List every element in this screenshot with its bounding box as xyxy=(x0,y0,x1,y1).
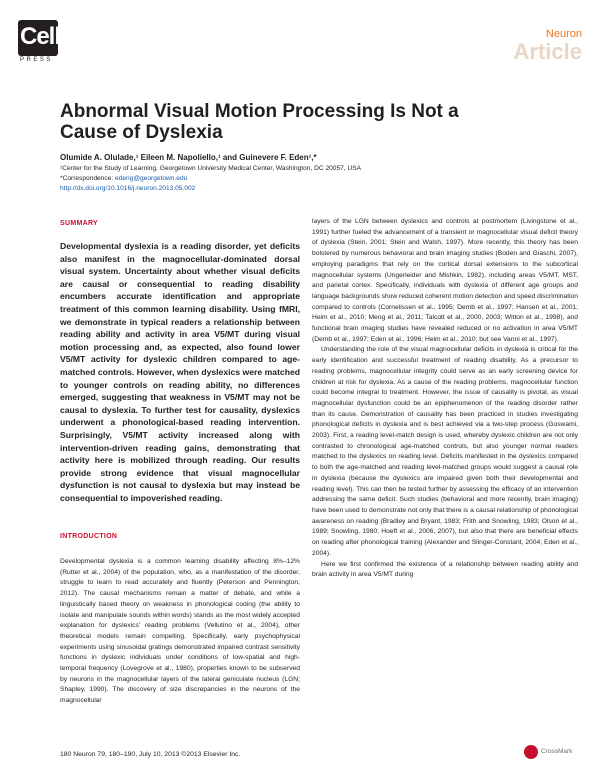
summary-text: Developmental dyslexia is a reading disorder, yet deficits also manifest in the magnocellular-dominated dorsal visual system. Uncertainty about whether visual deficits are causal or consequential to reading disability encumbers accurate identification and appropriate treatment of this common learning disability. Using fMRI, we demonstrate in typical readers a relationship between reading ability and activity in area V5/MT during visual motion processing and, as expected, also found lower V5/MT activity for dyslexic children compared to age-matched controls. However, when dyslexics were matched to younger controls on reading ability, no differences emerged, suggesting that weakness in V5/MT may not be causal to dyslexia. To further test for causality, dyslexics underwent a phonological-based reading intervention. Surprisingly, V5/MT activity increased along with intervention-driven reading gains, demonstrating that activity here is mobilized through reading. Our results provide strong evidence that visual magnocellular dysfunction is not causal to dyslexia but may instead be consequential to impoverished reading. xyxy=(60,241,300,503)
page-footer: 180 Neuron 79, 180–190, July 10, 2013 ©2013 Elsevier Inc. xyxy=(60,751,241,758)
crossmark-badge[interactable] xyxy=(524,745,580,761)
paragraph: layers of the LGN between dyslexics and controls at postmortem (Livingstone et al., 1991) further fueled the advancement of a transient or magnocellular visual deficit theory of dyslexia (Stein, 2001; Stein and Walsh, 1997). More recently, this theory has been bolstered by numerous behavioral and brain imaging studies (Boden and Giaschi, 2007), employing paradigms that rely on the cortical dorsal extensions to the subcortical magnocellular systems (Ungerleider and Mishkin, 1982), including areas V5/MT, MST, and parietal cortex. Specifically, individuals with dyslexia of different age groups and language backgrounds show reduced coherent motion detection and speed discrimination compared to controls (Cornelissen et al., 1995; Demb et al., 1997; Hansen et al., 2001; Heim et al., 2010; Meng et al., 2011; Talcott et al., 2000, 2003; Witton et al., 1998), and functional brain imaging studies have revealed reduced or no activation in area V5/MT (Demb et al., 1997; Eden et al., 1996; Heim et al., 2010; but see Vanni et al., 1997). xyxy=(312,218,578,343)
affiliation-block xyxy=(60,164,361,194)
introduction-heading: INTRODUCTION xyxy=(60,533,118,540)
doi-link[interactable]: http://dx.doi.org/10.1016/j.neuron.2013.05.002 xyxy=(60,185,196,192)
correspondence-label: *Correspondence: xyxy=(60,175,115,182)
author-list: Olumide A. Olulade,¹ Eileen M. Napoliello,¹ and Guinevere F. Eden¹,* xyxy=(60,153,317,162)
article-title: Abnormal Visual Motion Processing Is Not a Cause of Dyslexia xyxy=(60,101,459,143)
cell-logo-subtext: PRESS xyxy=(20,57,53,63)
correspondence-email-link[interactable]: edeng@georgetown.edu xyxy=(114,175,188,182)
affiliation: ¹Center for the Study of Learning, Georgetown University Medical Center, Washington, DC 20057, USA xyxy=(60,165,362,172)
right-column xyxy=(312,217,578,581)
article-type: Article xyxy=(513,39,582,64)
correspondence xyxy=(60,174,361,184)
summary-heading: SUMMARY xyxy=(60,220,99,227)
paragraph: Understanding the role of the visual magnocellular deficits in dyslexia is critical for the early identification and successful treatment of reading disability. As a precursor to reading problems, magnocellular integrity could serve as an early screening device for children at risk for dyslexia. As a cause of the reading problems, magnocellular function could become integral to treatment. However, the issue of causality is pivotal, as visual magnocellular dysfunction could be an epiphenomenon of the reading disorder rather than its cause. Demonstration of causality has been practiced in studies investigating phonological deficits in dyslexia and is best achieved via a two-step process (Goswami, 2003). First, a reading level-match design is used, whereby dyslexic children are not only contrasted to chronological age-matched controls, but also younger normal readers matched to the dyslexics on reading level. Deficits manifested in the dyslexics compared to both the age-matched and reading level-matched groups would suggest a causal role in dyslexia (because the dyslexics are impaired given both their developmental and reading level). This can then be tested further by assessing the efficacy of an intervention addressing the same deficit. Such studies (behavioral and more recently, brain imaging) have been used to demonstrate not only that there is a causal relationship of phonological awareness on reading (Bradley and Bryant, 1983; Frith and Snowling, 1983; Olson et al., 1989; Snowling, 1980; Hoeft et al., 2006, 2007), but also that there are beneficial effects on reading after phonological training (Alexander and Slinger-Constant, 2004; Eden et al., 2004). xyxy=(312,346,578,557)
crossmark-icon xyxy=(524,745,538,759)
cell-logo-text: Cell xyxy=(20,23,61,50)
introduction-text: Developmental dyslexia is a common learning disability affecting 8%–12% (Rutter et al., 2004) of the population, who, as a manifestation of the disorder, struggle to learn to read accurately and fluently (Peterson and Pennington, 2012). The causal mechanisms remain a matter of debate, and while a linguistically based theory on weakness in phonological coding (the ability to isolate and manipulate sounds within words) stands as the most widely accepted explanation for dyslexics' reading problems (Vellutino et al., 2004), other theoretical models remain compelling. Specifically, early psychophysical experiments using sinusoidal gratings demonstrated impaired contrast sensitivity functions in dyslexic individuals under conditions of low-spatial and high-temporal frequency (Lovegrove et al., 1980), properties known to be subserved by neurons in the magnocellular layers of the lateral geniculate nucleus (LGN; Shapley, 1990). The discovery of size discrepancies in the neurons of the magnocellular xyxy=(60,558,300,705)
journal-name: Neuron xyxy=(545,28,582,40)
crossmark-label: CrossMark xyxy=(541,748,573,755)
paragraph: Here we first confirmed the existence of a relationship between reading ability and brain activity in area V5/MT during xyxy=(312,560,578,579)
